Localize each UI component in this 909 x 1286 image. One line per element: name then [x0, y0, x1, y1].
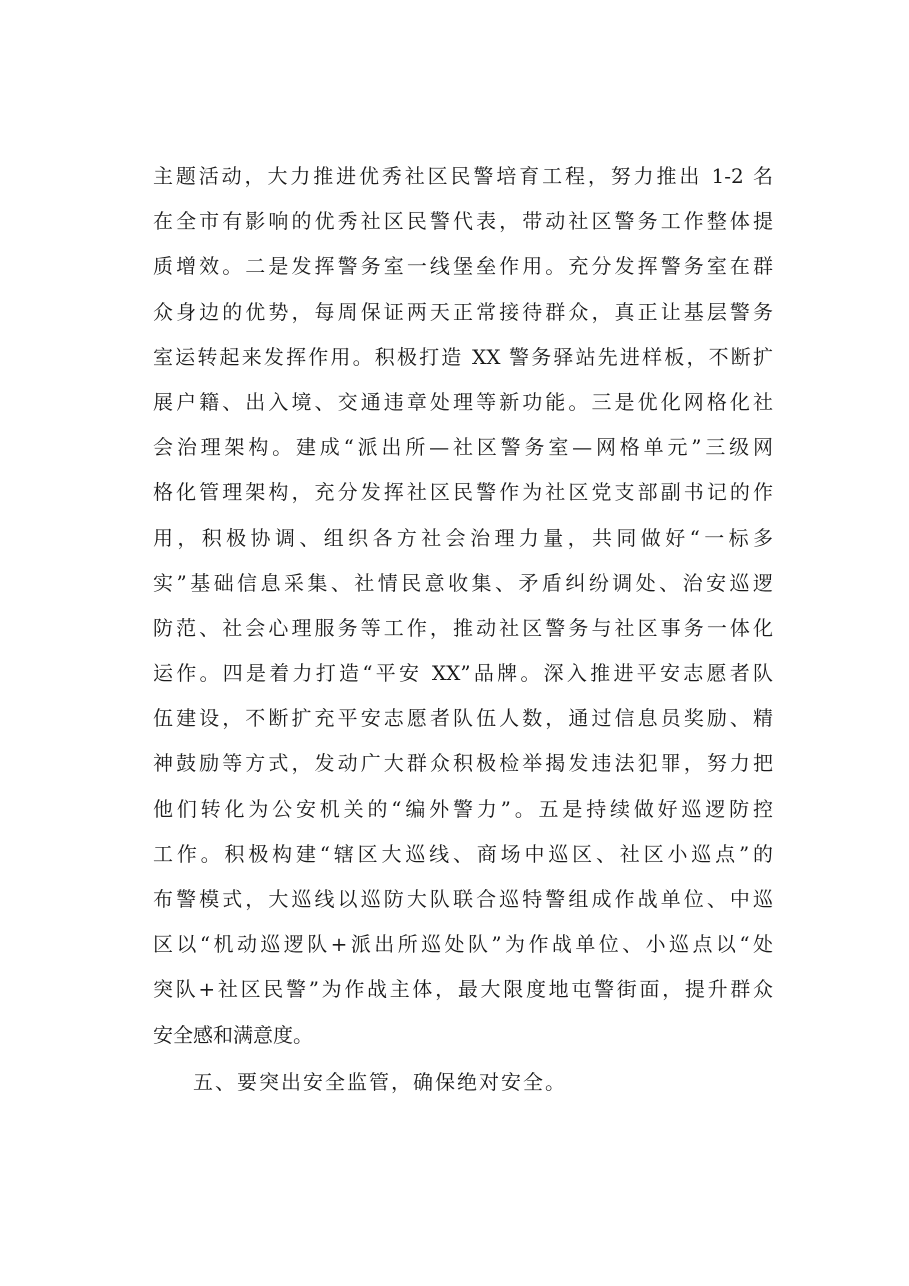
paragraph-line: 伍建设，不断扩充平安志愿者队伍人数，通过信息员奖励、精 [153, 706, 773, 731]
paragraph-line: 安全感和满意度。 [153, 1022, 313, 1047]
body-paragraph [153, 154, 773, 1058]
section-heading: 五、要突出安全监管，确保绝对安全。 [193, 1070, 567, 1094]
paragraph-line: 区以“机动巡逻队+派出所巡处队”为作战单位、小巡点以“处 [153, 932, 773, 957]
paragraph-line: 主题活动，大力推进优秀社区民警培育工程，努力推出 1-2 名 [153, 164, 773, 188]
paragraph-line: 神鼓励等方式，发动广大群众积极检举揭发违法犯罪，努力把 [153, 751, 773, 776]
paragraph-line: 用，积极协调、组织各方社会治理力量，共同做好“一标多 [153, 525, 773, 550]
paragraph-line: 会治理架构。建成“派出所—社区警务室—网格单元”三级网 [153, 435, 773, 460]
paragraph-line: 展户籍、出入境、交通违章处理等新功能。三是优化网格化社 [153, 389, 773, 414]
paragraph-line: 质增效。二是发挥警务室一线堡垒作用。充分发挥警务室在群 [153, 254, 773, 279]
paragraph-line: 布警模式，大巡线以巡防大队联合巡特警组成作战单位、中巡 [153, 887, 773, 911]
paragraph-line: 防范、社会心理服务等工作，推动社区警务与社区事务一体化 [153, 615, 773, 640]
paragraph-line: 众身边的优势，每周保证两天正常接待群众，真正让基层警务 [153, 299, 773, 324]
paragraph-line: 实”基础信息采集、社情民意收集、矛盾纠纷调处、治安巡逻 [153, 570, 773, 595]
paragraph-line: 他们转化为公安机关的“编外警力”。五是持续做好巡逻防控 [153, 796, 773, 821]
paragraph-line: 格化管理架构，充分发挥社区民警作为社区党支部副书记的作 [153, 480, 773, 505]
paragraph-line: 突队+社区民警”为作战主体，最大限度地屯警街面，提升群众 [153, 977, 773, 1002]
paragraph-line: 工作。积极构建“辖区大巡线、商场中巡区、社区小巡点”的 [153, 841, 773, 866]
paragraph-line: 室运转起来发挥作用。积极打造 XX 警务驿站先进样板，不断扩 [153, 344, 773, 369]
paragraph-line: 在全市有影响的优秀社区民警代表，带动社区警务工作整体提 [153, 209, 773, 234]
paragraph-line: 运作。四是着力打造“平安 XX”品牌。深入推进平安志愿者队 [153, 661, 773, 686]
